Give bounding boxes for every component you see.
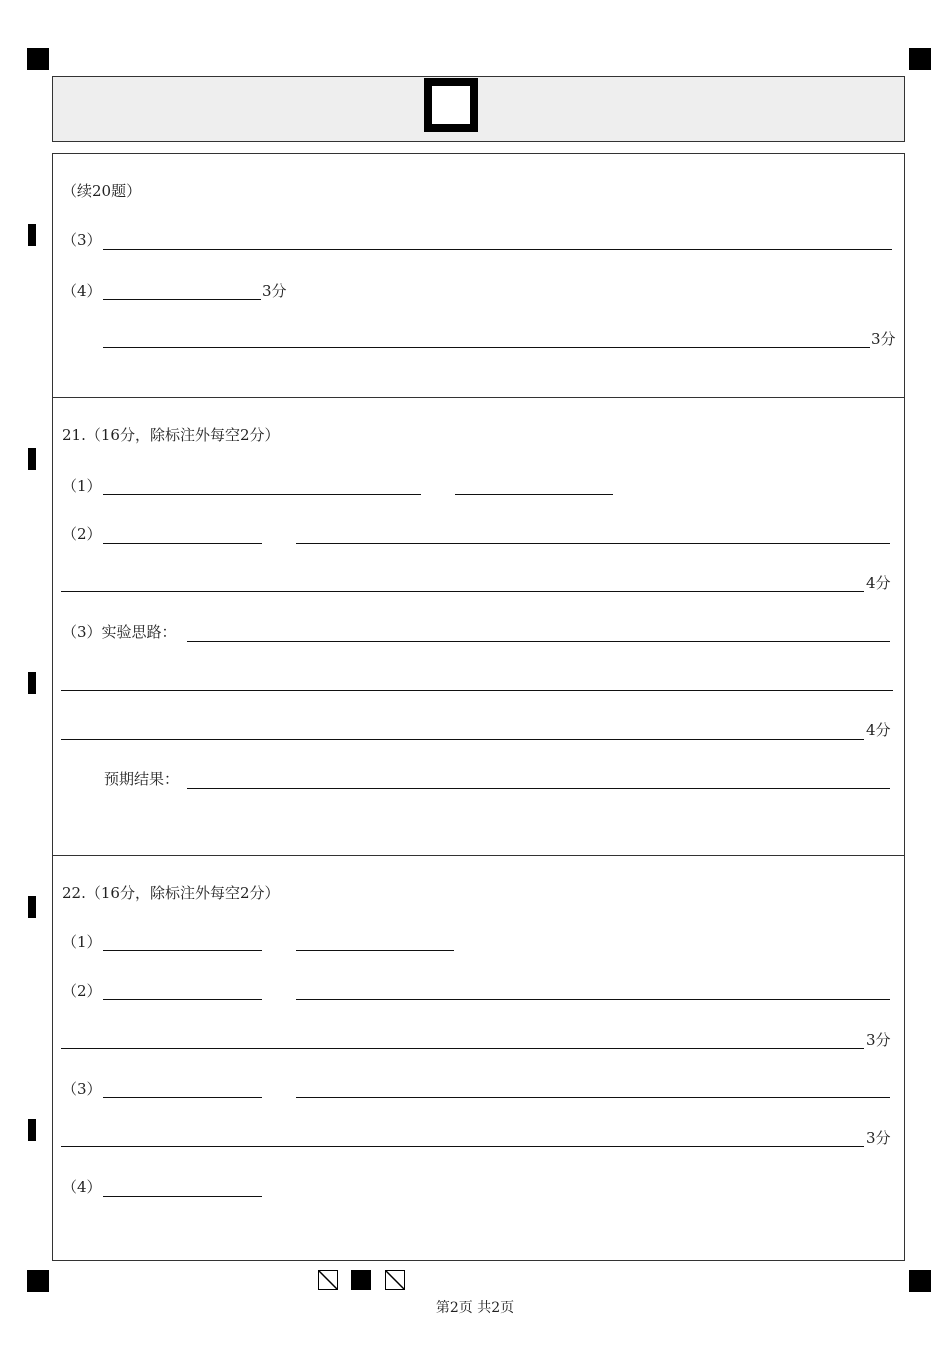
q22-part1-label: （1） [62, 933, 102, 951]
q22-part4-label: （4） [62, 1178, 102, 1196]
q22-part3-answer-line-1[interactable] [103, 1097, 262, 1098]
q22-part2-answer-line-3[interactable] [61, 1048, 864, 1049]
timing-mark [28, 896, 36, 918]
q21-part1-answer-line-2[interactable] [455, 494, 613, 495]
timing-mark [28, 672, 36, 694]
registration-mark-bottom-right [909, 1270, 931, 1292]
q21-part2-answer-line-3[interactable] [61, 591, 864, 592]
q21-part2-answer-line-2[interactable] [296, 543, 890, 544]
q22-part3-answer-line-2[interactable] [296, 1097, 890, 1098]
timing-mark [28, 224, 36, 246]
q21-part3-answer-line-2[interactable] [61, 690, 893, 691]
q20-score-a: 3分 [262, 282, 287, 300]
registration-mark-bottom-left [27, 1270, 49, 1292]
q21-part1-label: （1） [62, 477, 102, 495]
q22-part1-answer-line-2[interactable] [296, 950, 454, 951]
q20-part3-label: （3） [62, 231, 102, 249]
registration-mark-top-right [909, 48, 931, 70]
q20-part4-label: （4） [62, 282, 102, 300]
timing-mark [28, 1119, 36, 1141]
q22-part2-answer-line-2[interactable] [296, 999, 890, 1000]
q21-part3-label: （3）实验思路： [62, 623, 177, 641]
q22-score-b: 3分 [866, 1129, 891, 1147]
q20-part4-answer-line-2[interactable] [103, 347, 870, 348]
q20-part4-answer-line[interactable] [103, 299, 261, 300]
section-q22 [52, 855, 905, 1261]
q21-score-a: 4分 [866, 574, 891, 592]
q22-part4-answer-line[interactable] [103, 1196, 262, 1197]
q21-part2-label: （2） [62, 525, 102, 543]
page-number: 第2页 共2页 [435, 1300, 515, 1316]
registration-mark-top-left [27, 48, 49, 70]
timing-mark [28, 448, 36, 470]
q21-expected-result-label: 预期结果： [104, 770, 180, 788]
q22-score-a: 3分 [866, 1031, 891, 1049]
q22-part3-answer-line-3[interactable] [61, 1146, 864, 1147]
q20-score-b: 3分 [871, 330, 896, 348]
q21-part1-answer-line-1[interactable] [103, 494, 421, 495]
q21-part2-answer-line-1[interactable] [103, 543, 262, 544]
q22-part1-answer-line-1[interactable] [103, 950, 262, 951]
q20-part3-answer-line[interactable] [103, 249, 892, 250]
q22-part2-answer-line-1[interactable] [103, 999, 262, 1000]
q22-part3-label: （3） [62, 1080, 102, 1098]
header-anchor-box [424, 78, 478, 132]
page-code-box-slashed-1 [318, 1270, 338, 1290]
q22-part2-label: （2） [62, 982, 102, 1000]
q21-part3-answer-line-3[interactable] [61, 739, 864, 740]
q21-score-b: 4分 [866, 721, 891, 739]
q21-expected-result-line[interactable] [187, 788, 890, 789]
q22-title: 22.（16分，除标注外每空2分） [62, 884, 280, 902]
page-code-box-slashed-2 [385, 1270, 405, 1290]
section-q20-continued [52, 153, 905, 398]
continuation-label: （续20题） [62, 182, 142, 200]
page-code-box-filled [351, 1270, 371, 1290]
q21-part3-answer-line-1[interactable] [187, 641, 890, 642]
q21-title: 21.（16分，除标注外每空2分） [62, 426, 280, 444]
header-band [52, 76, 905, 142]
